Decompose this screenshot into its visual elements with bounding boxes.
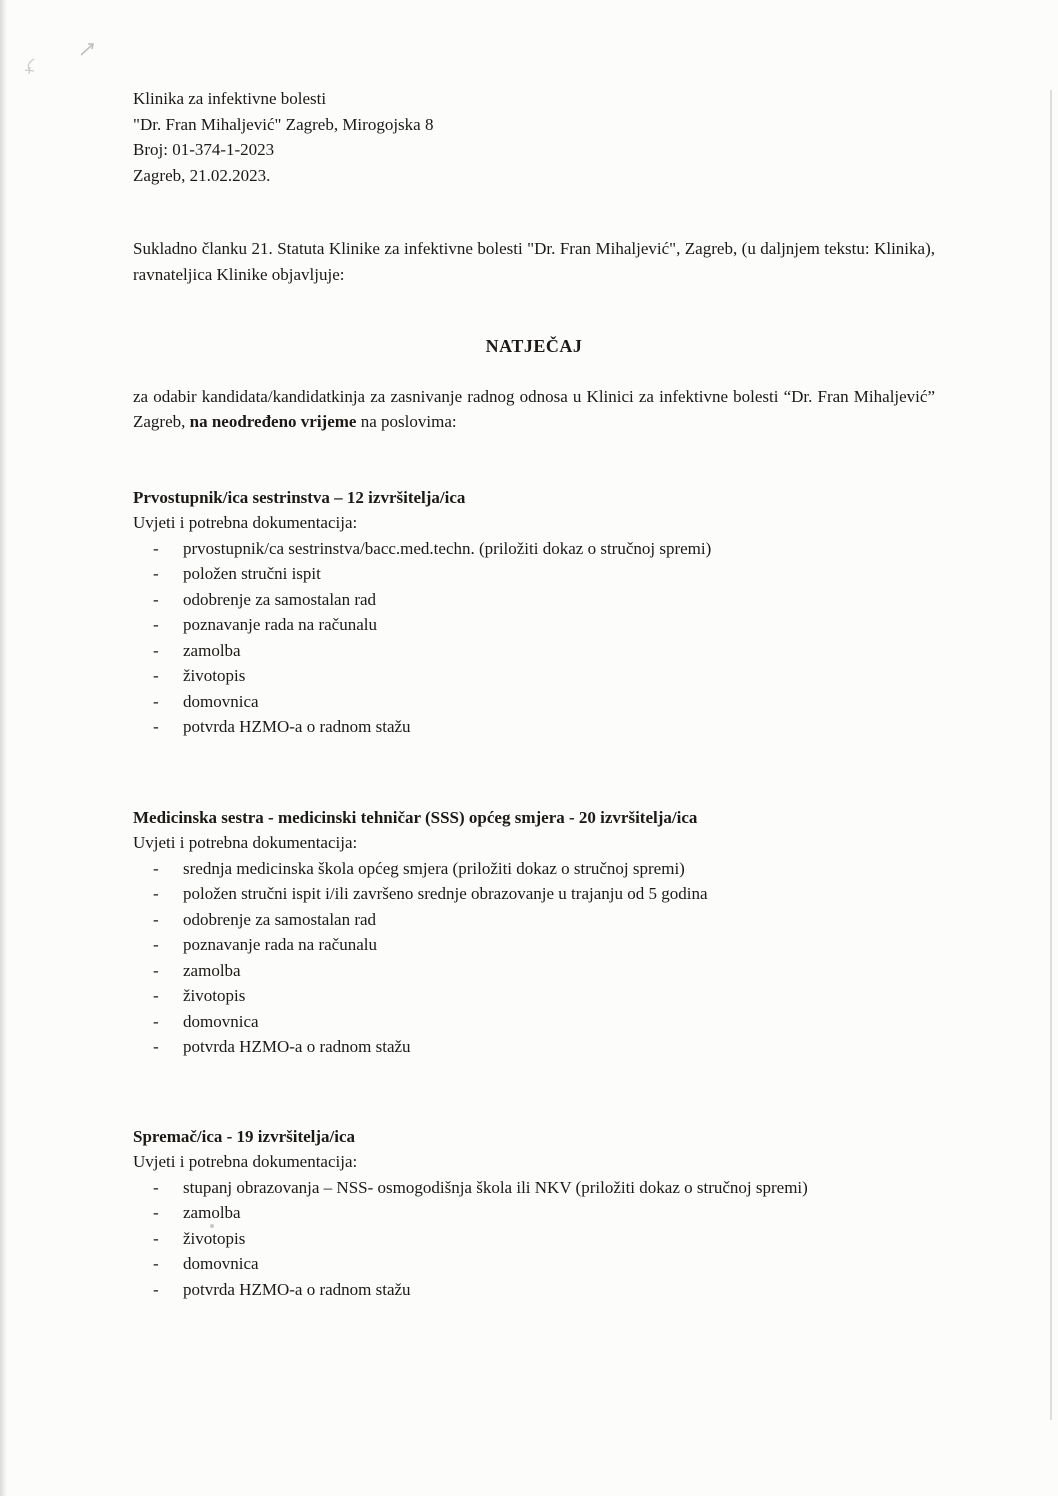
letterhead	[133, 86, 935, 188]
letterhead-line-institution: Klinika za infektivne bolesti	[133, 89, 327, 108]
requirement-item: - životopis	[133, 1226, 935, 1252]
job-title: Prvostupnik/ica sestrinstva – 12 izvršitelja/ica	[133, 487, 466, 507]
pen-mark-icon	[22, 56, 44, 78]
intro-paragraph: Sukladno članku 21. Statuta Klinike za infektivne bolesti "Dr. Fran Mihaljević", Zagreb, (u daljnjem tekstu: Klinika), ravnateljica Klinike objavljuje:	[133, 239, 935, 284]
requirement-item: - životopis	[133, 983, 935, 1009]
letterhead-line-date: Zagreb, 21.02.2023.	[133, 165, 271, 185]
requirement-item: - domovnica	[133, 1251, 935, 1277]
requirement-item: - potvrda HZMO-a o radnom stažu	[133, 1277, 935, 1303]
requirement-item: - položen stručni ispit i/ili završeno srednje obrazovanje u trajanju od 5 godina	[133, 881, 935, 907]
requirements-label: Uvjeti i potrebna dokumentacija:	[133, 1152, 358, 1171]
requirement-item: - poznavanje rada na računalu	[133, 932, 935, 958]
requirements-list	[133, 536, 935, 740]
document-title: NATJEČAJ	[485, 336, 583, 356]
requirement-item: - poznavanje rada na računalu	[133, 612, 935, 638]
requirement-item: - domovnica	[133, 689, 935, 715]
requirement-item: - životopis	[133, 663, 935, 689]
requirement-item: - položen stručni ispit	[133, 561, 935, 587]
requirements-label: Uvjeti i potrebna dokumentacija:	[133, 513, 358, 532]
scan-edge-right	[1050, 90, 1052, 1420]
job-section-spremac	[133, 1124, 935, 1303]
requirement-item: - zamolba	[133, 1200, 935, 1226]
requirements-list	[133, 1175, 935, 1303]
pen-mark-icon	[78, 40, 98, 58]
subtitle-paragraph	[133, 384, 935, 435]
job-section-medicinska-sestra	[133, 805, 935, 1060]
subtitle-text-after: na poslovima:	[356, 412, 457, 431]
requirement-item: - prvostupnik/ca sestrinstva/bacc.med.techn. (priložiti dokaz o stručnoj spremi)	[133, 536, 935, 562]
job-section-prvostupnik	[133, 485, 935, 740]
requirements-list	[133, 856, 935, 1060]
job-title: Medicinska sestra - medicinski tehničar (SSS) općeg smjera - 20 izvršitelja/ica	[133, 807, 698, 827]
requirements-label: Uvjeti i potrebna dokumentacija:	[133, 833, 358, 852]
subtitle-text-before: za odabir kandidata/kandidatkinja za zasnivanje radnog odnosa u Klinici za infektivne bolesti “Dr. Fran Mihaljević” Zagreb,	[133, 386, 935, 431]
requirement-item: - zamolba	[133, 958, 935, 984]
requirement-item: - zamolba	[133, 638, 935, 664]
job-title: Spremač/ica - 19 izvršitelja/ica	[133, 1126, 356, 1146]
letterhead-line-address: "Dr. Fran Mihaljević" Zagreb, Mirogojska 8	[133, 114, 434, 134]
subtitle-text-bold: na neodređeno vrijeme	[189, 412, 357, 431]
letterhead-line-reference-number: Broj: 01-374-1-2023	[133, 140, 275, 159]
requirement-item: - odobrenje za samostalan rad	[133, 587, 935, 613]
requirement-item: - potvrda HZMO-a o radnom stažu	[133, 1034, 935, 1060]
requirement-item: - potvrda HZMO-a o radnom stažu	[133, 714, 935, 740]
requirement-item: - stupanj obrazovanja – NSS- osmogodišnja škola ili NKV (priložiti dokaz o stručnoj spremi)	[133, 1175, 935, 1201]
document-body	[133, 0, 935, 1302]
scan-edge-left	[0, 0, 7, 1496]
requirement-item: - domovnica	[133, 1009, 935, 1035]
requirement-item: - srednja medicinska škola općeg smjera (priložiti dokaz o stručnoj spremi)	[133, 856, 935, 882]
requirement-item: - odobrenje za samostalan rad	[133, 907, 935, 933]
